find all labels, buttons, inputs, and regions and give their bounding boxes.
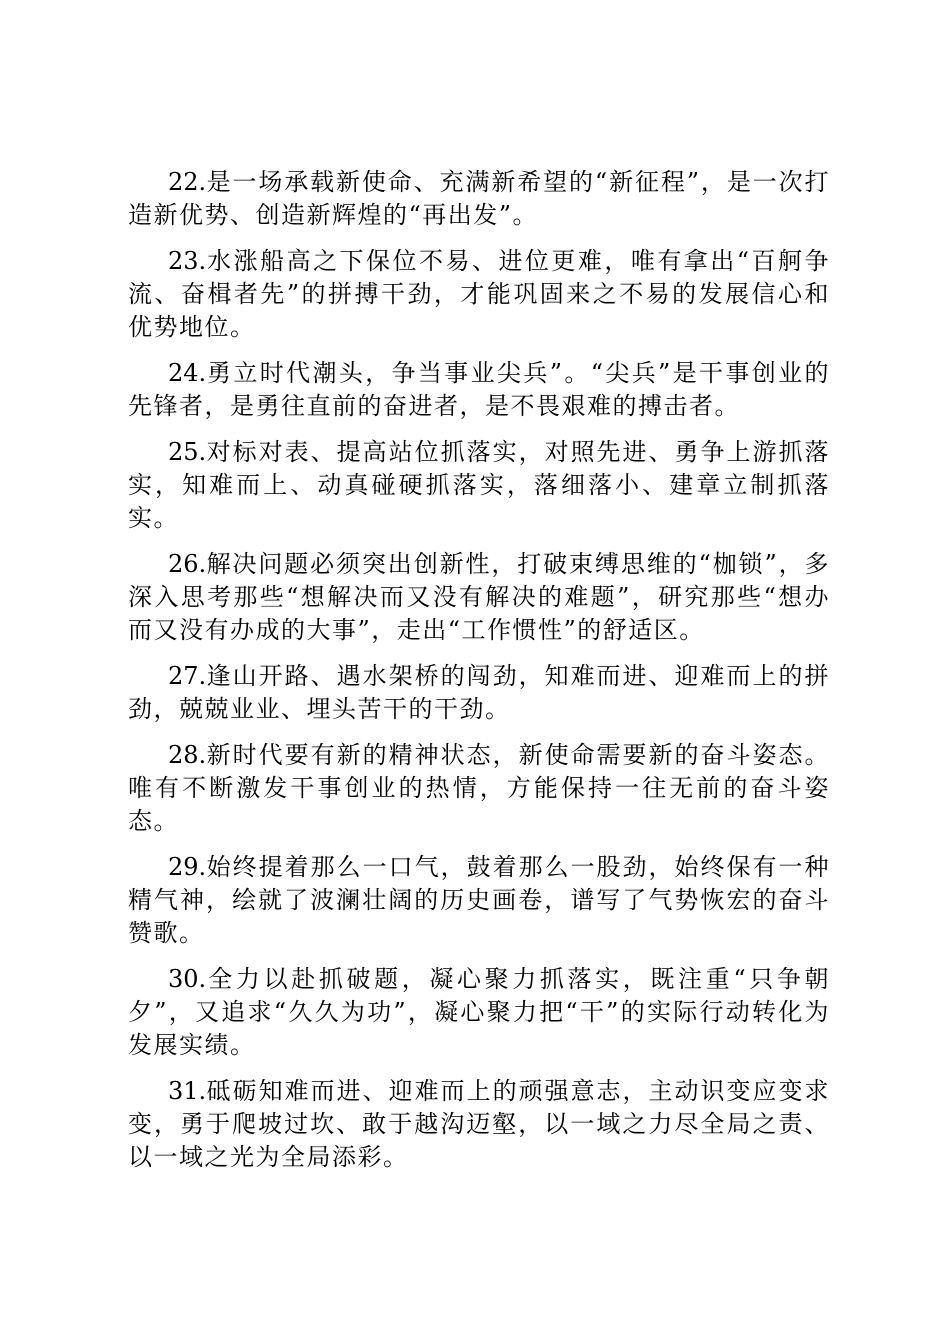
paragraph-text: 水涨船高之下保位不易、进位更难，唯有拿出“百舸争流、奋楫者先”的拼搏干劲，才能巩固来之不易的发展信心和优势地位。 — [128, 247, 830, 341]
paragraph-25 — [128, 436, 830, 535]
paragraph-22 — [128, 166, 830, 232]
paragraph-text: 解决问题必须突出创新性，打破束缚思维的“枷锁”，多深入思考那些“想解决而又没有解决的难题”，研究那些“想办而又没有办成的大事”，走出“工作惯性”的舒适区。 — [128, 550, 830, 644]
paragraph-28 — [128, 739, 830, 838]
paragraph-24 — [128, 357, 830, 423]
paragraph-text: 全力以赴抓破题，凝心聚力抓落实，既注重“只争朝夕”，又追求“久久为功”，凝心聚力把“干”的实际行动转化为发展实绩。 — [128, 965, 830, 1059]
paragraph-number: 22. — [168, 168, 207, 196]
document-body — [128, 166, 830, 1187]
paragraph-text: 砥砺知难而进、迎难而上的顽强意志，主动识变应变求变，勇于爬坡过坎、敢于越沟迈壑，以一域之力尽全局之责、以一域之光为全局添彩。 — [128, 1077, 830, 1171]
paragraph-number: 26. — [168, 550, 207, 578]
paragraph-number: 30. — [168, 965, 207, 993]
paragraph-29 — [128, 851, 830, 950]
paragraph-text: 逢山开路、遇水架桥的闯劲，知难而进、迎难而上的拼劲，兢兢业业、埋头苦干的干劲。 — [128, 662, 830, 723]
paragraph-31 — [128, 1075, 830, 1174]
paragraph-text: 勇立时代潮头，争当事业尖兵”。“尖兵”是干事创业的先锋者，是勇往直前的奋进者，是不畏艰难的搏击者。 — [128, 359, 830, 420]
paragraph-number: 28. — [168, 741, 207, 769]
paragraph-text: 是一场承载新使命、充满新希望的“新征程”，是一次打造新优势、创造新辉煌的“再出发”。 — [128, 168, 830, 229]
paragraph-text: 始终提着那么一口气，鼓着那么一股劲，始终保有一种精气神，绘就了波澜壮阔的历史画卷，谱写了气势恢宏的奋斗赞歌。 — [128, 853, 830, 947]
paragraph-30 — [128, 963, 830, 1062]
paragraph-27 — [128, 660, 830, 726]
paragraph-26 — [128, 548, 830, 647]
paragraph-number: 29. — [168, 853, 207, 881]
paragraph-number: 27. — [168, 662, 207, 690]
paragraph-text: 新时代要有新的精神状态，新使命需要新的奋斗姿态。唯有不断激发干事创业的热情，方能保持一往无前的奋斗姿态。 — [128, 741, 830, 835]
paragraph-23 — [128, 245, 830, 344]
paragraph-number: 23. — [168, 247, 207, 275]
paragraph-number: 25. — [168, 438, 207, 466]
paragraph-number: 31. — [168, 1077, 207, 1105]
paragraph-text: 对标对表、提高站位抓落实，对照先进、勇争上游抓落实，知难而上、动真碰硬抓落实，落细落小、建章立制抓落实。 — [128, 438, 830, 532]
paragraph-number: 24. — [168, 359, 207, 387]
